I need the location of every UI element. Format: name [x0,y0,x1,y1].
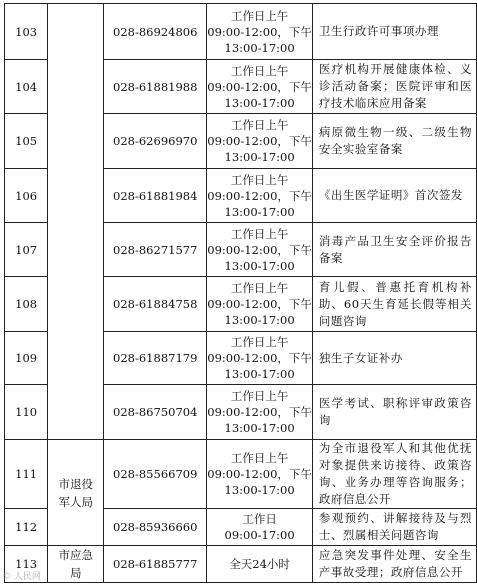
service-hours: 工作日上午 09:00-12:00，下午 13:00-17:00 [207,332,313,385]
service-hours: 工作日上午 09:00-12:00，下午 13:00-17:00 [207,223,313,277]
phone-number: 028-85566709 [104,440,207,509]
row-number: 103 [5,4,48,60]
row-number: 107 [5,223,48,277]
row-number: 111 [5,440,48,509]
phone-number: 028-86271577 [104,223,207,277]
service-description: 《出生医学证明》首次签发 [312,169,476,223]
service-hours: 工作日 09:00-17:00 [207,509,313,546]
row-number: 106 [5,169,48,223]
row-number: 104 [5,60,48,114]
source-watermark: © 人民网 [2,572,41,582]
service-description: 病原微生物一级、二级生物安全实验室备案 [312,114,476,169]
department-cell [48,4,104,440]
service-hours: 工作日上午 09:00-12:00，下午 13:00-17:00 [207,4,313,60]
service-hours: 工作日上午 09:00-12:00，下午 13:00-17:00 [207,169,313,223]
service-hours: 工作日上午 09:00-12:00，下午 13:00-17:00 [207,440,313,509]
service-hours: 工作日上午 09:00-12:00，下午 13:00-17:00 [207,114,313,169]
table-row [5,4,477,60]
phone-number: 028-86750704 [104,385,207,440]
service-hours: 工作日上午 09:00-12:00，下午 13:00-17:00 [207,60,313,114]
service-hours: 工作日上午 09:00-12:00，下午 13:00-17:00 [207,277,313,332]
row-number: 109 [5,332,48,385]
service-description: 育儿假、普惠托育机构补助、60天生育延长假等相关问题咨询 [312,277,476,332]
phone-number: 028-62696970 [104,114,207,169]
phone-number: 028-61884758 [104,277,207,332]
row-number: 113 [5,546,48,583]
row-number: 112 [5,509,48,546]
service-description: 为全市退役军人和其他优抚对象提供来访接待、政策咨询、业务办理等咨询服务；政府信息公开 [312,440,476,509]
phone-number: 028-61885777 [104,546,207,583]
department-cell-emergency: 市应急 局 [48,546,104,583]
service-description: 应急突发事件处理、安全生产事故受理；政府信息公开 [312,546,476,583]
phone-number: 028-86924806 [104,4,207,60]
row-number: 108 [5,277,48,332]
service-description: 医疗机构开展健康体检、义诊活动备案；医院评审和医疗技术临床应用备案 [312,60,476,114]
phone-number: 028-61887179 [104,332,207,385]
table-row [5,546,477,583]
service-hours: 全天24小时 [207,546,313,583]
phone-number: 028-85936660 [104,509,207,546]
service-description: 卫生行政许可事项办理 [312,4,476,60]
table-row [5,440,477,509]
row-number: 110 [5,385,48,440]
service-hotline-table [4,3,477,583]
department-cell-veterans: 市退役 军人局 [48,440,104,546]
service-description: 参观预约、讲解接待及与烈士、烈属相关问题咨询 [312,509,476,546]
service-hours: 工作日上午 09:00-12:00，下午 13:00-17:00 [207,385,313,440]
phone-number: 028-61881984 [104,169,207,223]
service-description: 消毒产品卫生安全评价报告备案 [312,223,476,277]
row-number: 105 [5,114,48,169]
phone-number: 028-61881988 [104,60,207,114]
service-description: 医学考试、职称评审政策咨询 [312,385,476,440]
service-description: 独生子女证补办 [312,332,476,385]
